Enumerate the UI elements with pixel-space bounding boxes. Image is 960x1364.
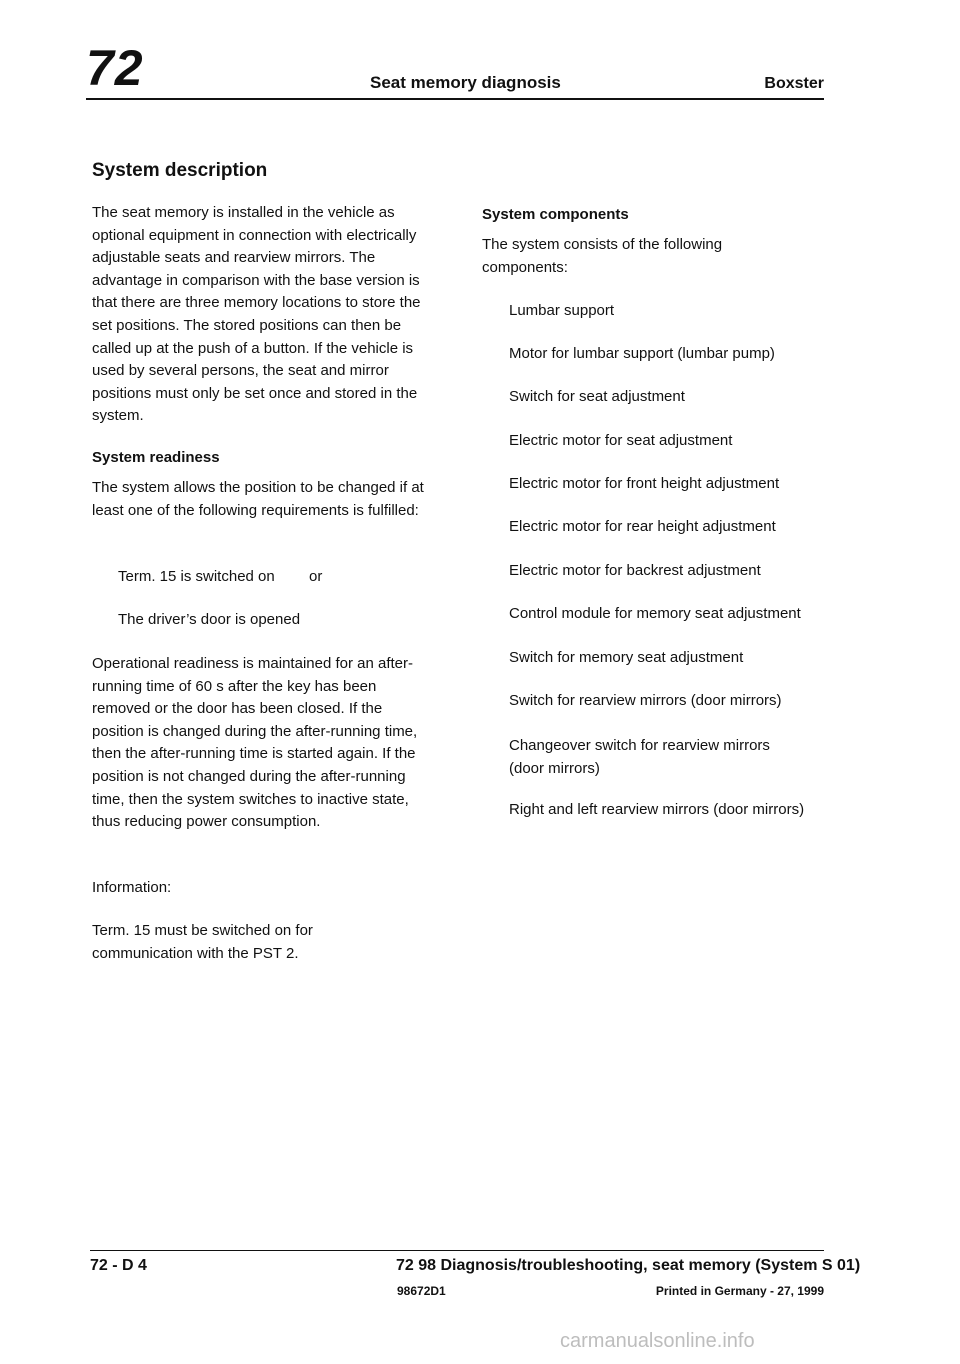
header-model: Boxster xyxy=(764,75,824,92)
component-item: Electric motor for backrest adjustment xyxy=(509,562,761,579)
system-readiness-text: The system allows the position to be changed if at least one of the following requirements is fulfilled: xyxy=(92,479,424,519)
component-item: Right and left rearview mirrors (door mirrors) xyxy=(509,801,805,818)
component-item: Control module for memory seat adjustment xyxy=(509,605,801,622)
component-item: Lumbar support xyxy=(509,302,615,319)
operational-readiness-text: Operational readiness is maintained for an after-running time of 60 s after the key has been removed or the door has been closed. If the position is changed during the after-running time, then the after-running time is started again. If the position is not changed during the after-running time, then the system switches to inactive state, thus reducing power consumption. xyxy=(92,655,418,831)
chapter-number: 72 xyxy=(86,40,144,96)
system-components-heading: System components xyxy=(482,206,629,223)
header-title: Seat memory diagnosis xyxy=(370,73,561,92)
watermark: carmanualsonline.info xyxy=(560,1330,755,1352)
requirement-or: or xyxy=(309,568,323,585)
system-description-heading: System description xyxy=(92,160,268,181)
information-heading: Information: xyxy=(92,879,172,896)
system-description-text: The seat memory is installed in the vehicle as optional equipment in connection with electrically adjustable seats and rearview mirrors. The advantage in comparison with the base version is that there are three memory locations to store the set positions. The stored positions can then be called up at the push of a button. If the vehicle is used by several persons, the seat and mirror positions must only be set once and stored in the system. xyxy=(92,204,421,425)
component-item: Switch for memory seat adjustment xyxy=(509,649,744,666)
part-number: 98672D1 xyxy=(397,1284,446,1298)
information-text: Term. 15 must be switched on for communication with the PST 2. xyxy=(92,922,313,962)
requirement-1: Term. 15 is switched on xyxy=(118,568,275,585)
component-item: Switch for rearview mirrors (door mirrors) xyxy=(509,692,782,709)
system-readiness-heading: System readiness xyxy=(92,449,220,466)
component-item: Electric motor for seat adjustment xyxy=(509,432,733,449)
system-components-text: The system consists of the following components: xyxy=(482,236,723,276)
component-item: Motor for lumbar support (lumbar pump) xyxy=(509,345,775,362)
page-number: 72 - D 4 xyxy=(90,1257,147,1274)
component-item: Electric motor for front height adjustment xyxy=(509,475,780,492)
requirement-2: The driver’s door is opened xyxy=(118,611,301,628)
component-item: Electric motor for rear height adjustment xyxy=(509,518,776,535)
component-item: Switch for seat adjustment xyxy=(509,388,685,405)
footer-section-title: 72 98 Diagnosis/troubleshooting, seat memory (System S 01) xyxy=(396,1257,861,1274)
footer-rule xyxy=(90,1250,824,1251)
header-rule xyxy=(86,98,824,100)
component-item: Changeover switch for rearview mirrors (door mirrors) xyxy=(509,737,770,777)
printed-note: Printed in Germany - 27, 1999 xyxy=(655,1284,824,1298)
